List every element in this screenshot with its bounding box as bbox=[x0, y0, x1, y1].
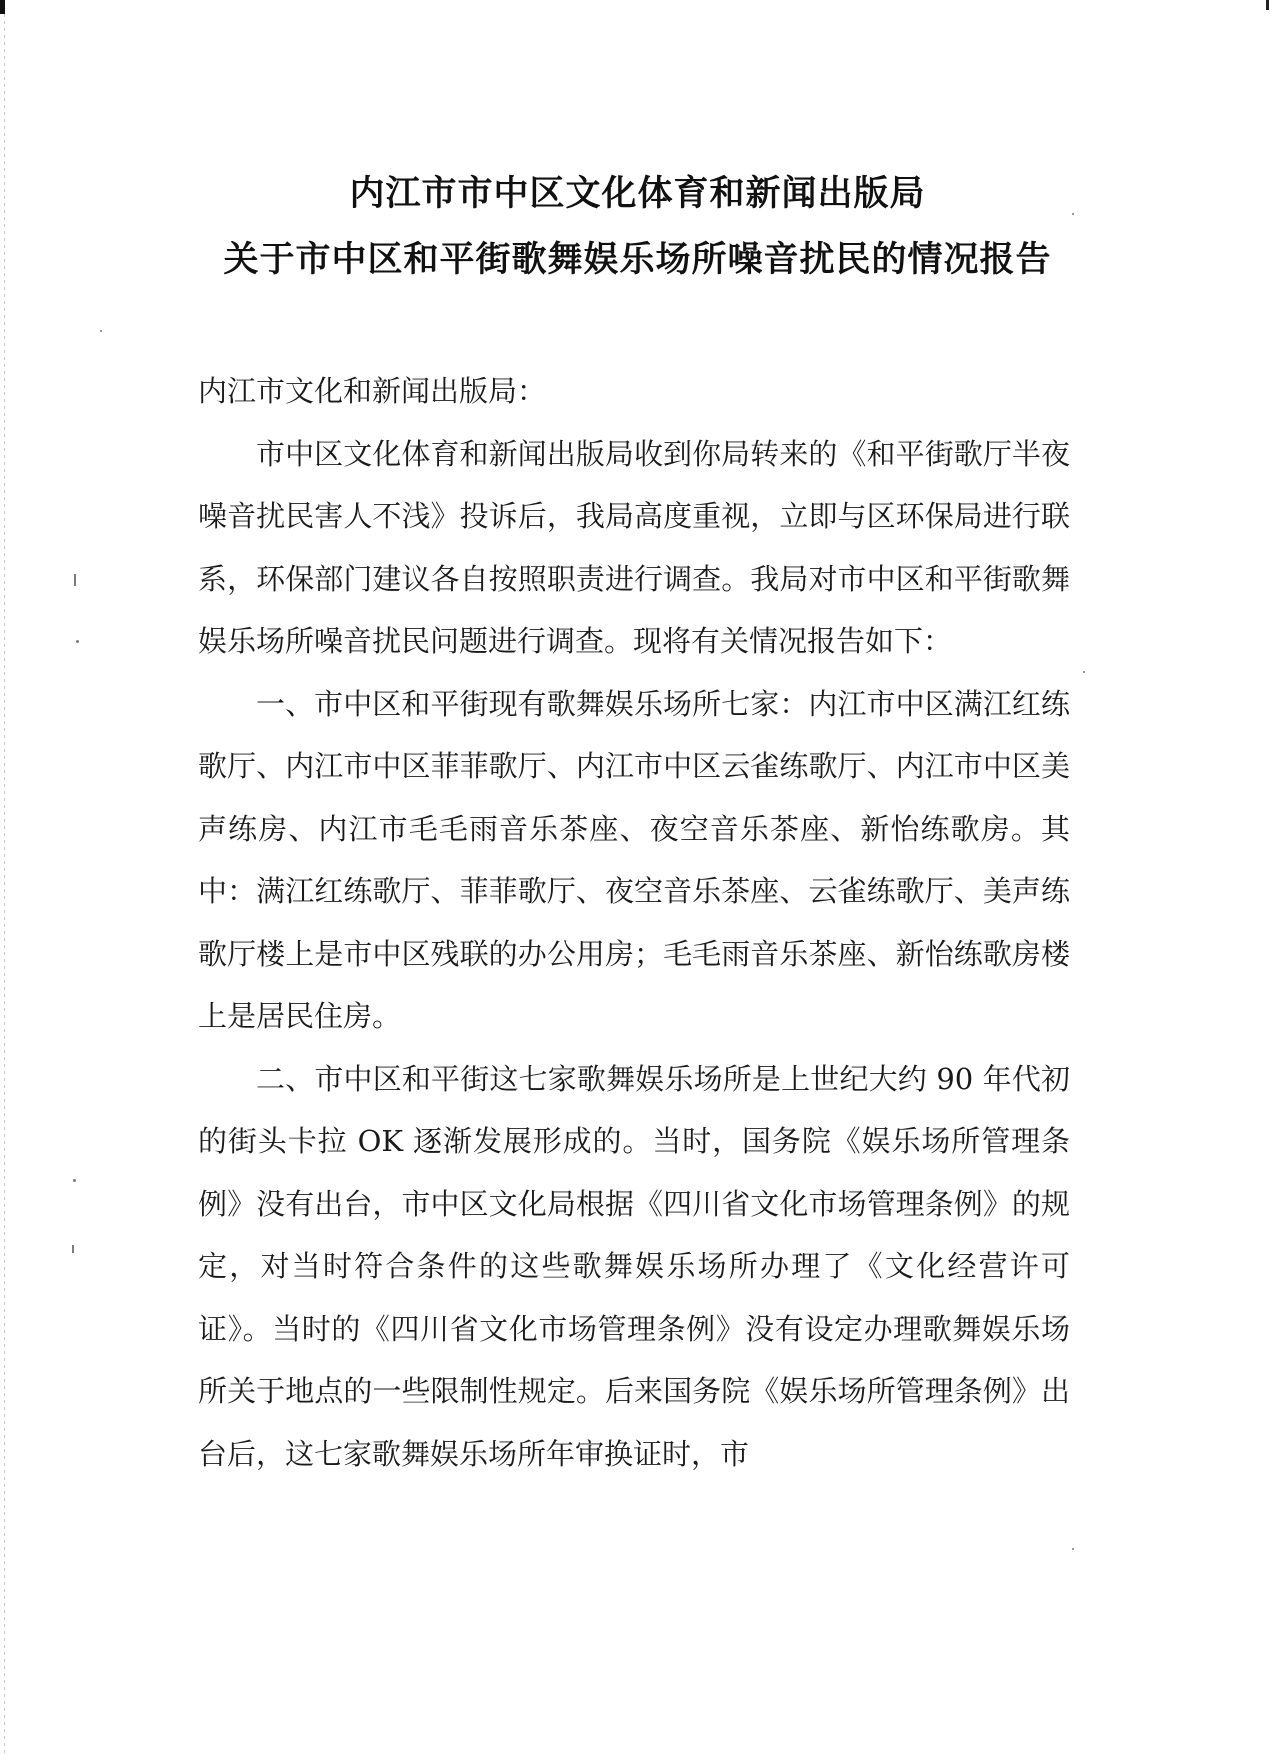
body-paragraph-section-1: 一、市中区和平街现有歌舞娱乐场所七家：内江市中区满江红练歌厅、内江市中区菲菲歌厅、内江市中区云雀练歌厅、内江市中区美声练房、内江市毛毛雨音乐茶座、夜空音乐茶座、新怡练歌房。其中：满江红练歌厅、菲菲歌厅、夜空音乐茶座、云雀练歌厅、美声练歌厅楼上是市中区残联的办公用房；毛毛雨音乐茶座、新怡练歌房楼上是居民住房。 bbox=[198, 686, 1070, 1033]
document-title-line-2: 关于市中区和平街歌舞娱乐场所噪音扰民的情况报告 bbox=[223, 240, 1052, 280]
scan-speck bbox=[1072, 1548, 1074, 1550]
scan-speck bbox=[1083, 671, 1085, 673]
scan-speck bbox=[100, 330, 102, 332]
scan-speck bbox=[72, 1245, 74, 1253]
document-title-line-1: 内江市市中区文化体育和新闻出版局 bbox=[349, 174, 926, 214]
document-body bbox=[198, 360, 1070, 1485]
salutation: 内江市文化和新闻出版局： bbox=[198, 374, 547, 408]
body-paragraph-section-2: 二、市中区和平街这七家歌舞娱乐场所是上世纪大约 90 年代初的街头卡拉 OK 逐渐发展形成的。当时，国务院《娱乐场所管理条例》没有出台，市中区文化局根据《四川省文化市场管理条例》的规定，对当时符合条件的这些歌舞娱乐场所办理了《文化经营许可证》。当时的《四川省文化市场管理条例》没有设定办理歌舞娱乐场所关于地点的一些限制性规定。后来国务院《娱乐场所管理条例》出台后，这七家歌舞娱乐场所年审换证时，市 bbox=[198, 1061, 1070, 1471]
scan-corner-mark bbox=[0, 0, 5, 14]
body-paragraph-intro: 市中区文化体育和新闻出版局收到你局转来的《和平街歌厅半夜噪音扰民害人不浅》投诉后，我局高度重视，立即与区环保局进行联系，环保部门建议各自按照职责进行调查。我局对市中区和平街歌舞娱乐场所噪音扰民问题进行调查。现将有关情况报告如下： bbox=[198, 436, 1070, 658]
scan-speck bbox=[76, 640, 79, 643]
scan-speck bbox=[73, 1179, 76, 1182]
scan-corner-mark bbox=[1266, 0, 1269, 10]
scan-speck bbox=[74, 574, 76, 586]
